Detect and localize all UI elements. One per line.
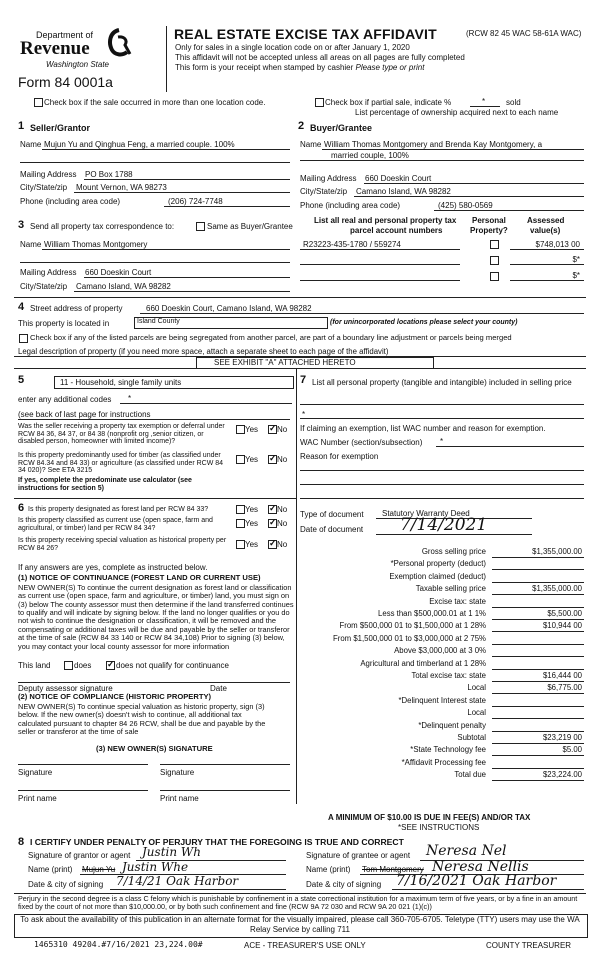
seller-city[interactable]: Mount Vernon, WA 98273: [76, 183, 167, 192]
calc-row-label: *Affidavit Processing fee: [401, 757, 486, 767]
notice-3-title: (3) NEW OWNER(S) SIGNATURE: [96, 744, 213, 753]
seller-phone-label: Phone (including area code): [20, 197, 121, 206]
multi-location-label: Check box if the sale occurred in more than one location code.: [44, 98, 266, 107]
tax-mail-label: Mailing Address: [20, 268, 77, 277]
buyer-mail-line: [364, 183, 584, 184]
located-label: This property is located in: [18, 319, 110, 328]
calc-row-label: Total due: [454, 770, 486, 780]
sec6-q1-yes[interactable]: [236, 505, 245, 514]
sec5-q2-no[interactable]: [268, 455, 277, 464]
partial-sale-checkbox[interactable]: [315, 98, 324, 107]
tax-city[interactable]: Camano Island, WA 98282: [76, 282, 171, 291]
doc-type-value[interactable]: Statutory Warranty Deed: [382, 509, 470, 518]
logo-line-3: Washington State: [46, 60, 110, 69]
section-5-number: 5: [18, 374, 25, 386]
assessed-row-1[interactable]: $748,013 00: [535, 240, 580, 249]
additional-codes-label: enter any additional codes: [18, 395, 112, 404]
grantor-signature[interactable]: Justin Wh: [142, 845, 201, 859]
new-owner-print-line-1: [18, 790, 148, 791]
sec5-q1-no-label: No: [277, 425, 288, 434]
doc-date-value[interactable]: 7/14/2021: [400, 515, 488, 535]
calc-row-label: Total excise tax: state: [411, 671, 486, 680]
sec6-q3-yes[interactable]: [236, 540, 245, 549]
county-treasurer-label: COUNTY TREASURER: [486, 941, 572, 950]
calc-row-label: *Delinquent Interest state: [398, 695, 486, 705]
wac-value[interactable]: *: [440, 437, 444, 446]
sec5-q1-yes-label: Yes: [245, 425, 259, 434]
personal-property-line-2: [300, 418, 584, 419]
sec6-q2-yes-label: Yes: [245, 519, 259, 528]
tax-mail-line: [84, 277, 290, 278]
multi-location-checkbox[interactable]: [34, 98, 43, 107]
grantor-name-label: Name (print): [28, 865, 73, 874]
buyer-phone-line: [434, 210, 584, 211]
partial-sale-label: Check box if partial sale, indicate %: [325, 98, 452, 107]
doc-date-label: Date of document: [300, 525, 364, 534]
tax-city-label: City/State/zip: [20, 282, 68, 291]
sec6-q1: Is this property designated as forest land per RCW 84 33?: [28, 506, 209, 513]
exemption-reason-label: Reason for exemption: [300, 452, 379, 461]
sec6-q2-yes[interactable]: [236, 519, 245, 528]
grantee-name-struck: Tom Montgomery: [362, 865, 424, 874]
personal-property-label: List all personal property (tangible and intangible) included in selling price: [312, 378, 572, 387]
seller-name[interactable]: Mujun Yu and Qinghua Feng, a married couple. 100%: [44, 140, 235, 149]
buyer-city-label: City/State/zip: [300, 187, 348, 196]
parcel-col-header: List all real and personal property tax: [314, 216, 457, 225]
buyer-name-line-2: [300, 160, 584, 161]
new-owner-sig-line-1: [18, 764, 148, 765]
calc-row-line: [492, 557, 584, 558]
grantee-signature[interactable]: Neresa Nel: [426, 843, 507, 859]
calc-row-label: Less than $500,000.01 at 1 1%: [378, 609, 486, 618]
calc-row-line: [492, 669, 584, 670]
tax-name-line-2: [20, 262, 290, 263]
calc-row-value[interactable]: $1,355,000.00: [532, 584, 582, 594]
calc-row-line: [492, 755, 584, 756]
section-6-number: 6: [18, 502, 25, 514]
new-owner-sig-line-2: [160, 764, 290, 765]
new-owner-sig-label-1: Signature: [18, 768, 53, 777]
sec6-q1-yes-label: Yes: [245, 505, 259, 514]
assessed-row-1-line: [510, 249, 584, 250]
located-note: (for unincorporated locations please select your county): [330, 319, 518, 326]
cashier-stamp: 1465310 49204.#7/16/2021 23,224.00#: [34, 940, 203, 949]
section-4-number: 4: [18, 301, 25, 313]
grantee-date-label: Date & city of signing: [306, 880, 382, 889]
calc-row-line: [492, 569, 584, 570]
use-code-value: 11 - Household, single family units: [60, 378, 182, 387]
column-divider: [296, 368, 297, 804]
calc-row-line: [492, 681, 584, 682]
street-address[interactable]: 660 Doeskin Court, Camano Island, WA 98282: [146, 304, 312, 313]
seller-name-line-2: [20, 162, 290, 163]
calc-row-label: Gross selling price: [421, 547, 486, 556]
certify-statement: I CERTIFY UNDER PENALTY OF PERJURY THAT THE FOREGOING IS TRUE AND CORRECT: [30, 837, 404, 847]
seller-heading: Seller/Grantor: [30, 123, 91, 133]
sec6-q3-no-label: No: [277, 540, 288, 549]
calc-row-label: Taxable selling price: [415, 584, 486, 594]
personal-checkbox-1[interactable]: [490, 240, 499, 249]
calc-row-label: Exemption claimed (deduct): [389, 571, 486, 581]
grantor-sig-label: Signature of grantor or agent: [28, 851, 131, 860]
buyer-mail[interactable]: 660 Doeskin Court: [365, 174, 432, 183]
calc-row-value[interactable]: $5.00: [562, 745, 582, 755]
buyer-name-label: Name: [300, 140, 322, 149]
grantor-date[interactable]: 7/14/21 Oak Harbor: [116, 874, 239, 888]
grantee-sig-label: Signature of grantee or agent: [306, 851, 411, 860]
seller-mail[interactable]: PO Box 1788: [85, 170, 133, 179]
minimum-note: A MINIMUM OF $10.00 IS DUE IN FEE(S) AND/OR TAX: [328, 813, 531, 822]
assessed-col-header: Assessed: [527, 216, 565, 225]
personal-col-header-2: Property?: [470, 226, 508, 235]
calc-row-label: *Personal property (deduct): [390, 559, 486, 569]
grantee-date-line: [392, 889, 584, 890]
grantee-date[interactable]: 7/16/2021 Oak Harbor: [396, 873, 557, 889]
calc-row-line: [492, 619, 584, 620]
divider-4: [14, 297, 586, 298]
deputy-line: [18, 682, 290, 683]
county-value: Island County: [137, 318, 180, 325]
sec6-q2-no-label: No: [277, 519, 288, 528]
logo-line-2: Revenue: [20, 38, 90, 59]
calc-row-line: [492, 582, 584, 583]
seller-phone-line: [164, 206, 290, 207]
partial-sale-value: *: [482, 97, 486, 106]
same-as-buyer-checkbox[interactable]: [196, 222, 205, 231]
sec5-q1: Was the seller receiving a property tax exemption or deferral under RCW 84 36, 84 37, or 84 38 (nonprofit org ,senior citizen, or disabled person, homeowner with limited income)?: [18, 423, 225, 446]
does-not-checkbox[interactable]: [106, 661, 115, 670]
header-sub-3: This form is your receipt when stamped by cashier Please type or print: [175, 63, 425, 72]
assessed-row-2-line: [510, 264, 584, 265]
seller-mail-label: Mailing Address: [20, 170, 77, 179]
calc-row-value[interactable]: $23,219 00: [542, 733, 582, 742]
new-owner-sig-label-2: Signature: [160, 768, 195, 777]
calc-row-line: [492, 631, 584, 632]
parcel-row-1[interactable]: R23223-435-1780 / 559274: [303, 240, 401, 249]
partial-sold-label: sold: [506, 98, 521, 107]
dor-logo-icon: [106, 28, 132, 58]
assessed-row-3-line: [510, 280, 584, 281]
grantee-name[interactable]: Neresa Nellis: [432, 859, 529, 875]
does-checkbox[interactable]: [64, 661, 73, 670]
tax-city-line: [74, 291, 290, 292]
seller-phone[interactable]: (206) 724-7748: [168, 197, 223, 206]
reason-line-3: [300, 498, 584, 499]
buyer-phone-label: Phone (including area code): [300, 201, 401, 210]
new-owner-print-label-2: Print name: [160, 794, 199, 803]
form-title: REAL ESTATE EXCISE TAX AFFIDAVIT: [174, 26, 437, 42]
see-instructions: *SEE INSTRUCTIONS: [398, 823, 480, 832]
buyer-city-line: [354, 196, 584, 197]
section-1-number: 1: [18, 120, 25, 132]
personal-checkbox-3[interactable]: [490, 272, 499, 281]
wac-label: WAC Number (section/subsection): [300, 438, 423, 447]
calc-row-label: Above $3,000,000 at 3 0%: [394, 646, 486, 656]
buyer-name-line: [322, 149, 584, 150]
assessed-row-3[interactable]: $*: [572, 271, 580, 280]
divider-6: [14, 498, 296, 499]
grantor-name[interactable]: Justin Whe: [122, 860, 189, 874]
sec5-q1-no[interactable]: [268, 425, 277, 434]
calc-row-line: [492, 594, 584, 595]
seller-name-label: Name: [20, 140, 42, 149]
reason-line-1: [300, 470, 584, 471]
legal-label: Legal description of property (if you need more space, attach a separate sheet to each page of the affidavit): [18, 347, 389, 356]
sec6-q2-no[interactable]: [268, 519, 277, 528]
calc-row-value[interactable]: $6,775.00: [547, 683, 582, 693]
grantee-name-label: Name (print): [306, 865, 351, 874]
treasurer-use-label: ACE - TREASURER'S USE ONLY: [244, 941, 366, 950]
additional-codes-line: [120, 403, 292, 404]
parcel-row-1-line: [300, 249, 460, 250]
section-7-number: 7: [300, 374, 307, 386]
calc-row-label: From $1,500,000 01 to $3,000,000 at 2 75%: [332, 633, 486, 643]
calc-row-label: *State Technology fee: [410, 745, 486, 755]
calc-row-value[interactable]: $10,944 00: [542, 621, 582, 631]
calc-row-line: [492, 718, 584, 719]
deputy-label: Deputy assessor signature: [18, 684, 113, 693]
buyer-city[interactable]: Camano Island, WA 98282: [356, 187, 451, 196]
tax-name-label: Name: [20, 240, 42, 249]
parcel-row-2-line: [300, 264, 460, 265]
personal-checkbox-2[interactable]: [490, 256, 499, 265]
sec6-q2: Is this property classified as current use (open space, farm and agricultural, or timber) land per RCW 84 34?: [18, 517, 213, 532]
grantor-date-line: [110, 889, 286, 890]
calc-row-label: Local: [467, 708, 486, 718]
parcel-row-3-line: [300, 280, 460, 281]
calc-row-line: [492, 768, 584, 769]
personal-col-header: Personal: [472, 216, 506, 225]
new-owner-print-line-2: [160, 790, 290, 791]
calc-row-label: Local: [467, 683, 486, 693]
personal-property-line-1: [300, 404, 584, 405]
perjury-notice: Perjury in the second degree is a class C felony which is punishable by confinement in a state correctional institution for a maximum term of five years, or by a fine in an amount fixed by the court of not more than $10,000.00, or by both such confinement and fine (RCW 9A 72 030 and RCW 9A 20 021 (1)(c)): [18, 894, 578, 912]
street-label: Street address of property: [30, 304, 123, 313]
does-not-label: does not qualify for continuance: [116, 661, 229, 670]
deputy-date-label: Date: [210, 684, 227, 693]
calc-row-line: [492, 693, 584, 694]
form-title-ref: (RCW 82 45 WAC 58-61A WAC): [466, 29, 582, 38]
calc-row-value[interactable]: $16,444 00: [542, 671, 582, 680]
partial-note: List percentage of ownership acquired next to each name: [355, 108, 559, 117]
calc-row-line: [492, 644, 584, 645]
calc-row-label: Agricultural and timberland at 1 28%: [360, 658, 486, 668]
buyer-phone[interactable]: (425) 580-0569: [438, 201, 493, 210]
doc-date-line: [376, 534, 532, 535]
calc-row-line: [492, 607, 584, 608]
calc-row-value[interactable]: $23,224.00: [542, 770, 582, 780]
sec5-q1-yes[interactable]: [236, 425, 245, 434]
notice-1-body: NEW OWNER(S) To continue the current designation as forest land or classification as current use (open space, farm and agriculture, or timber) land, you must sign on (3) below The county assessor must then determine if the land transferred continues to qualify and will indicate by signing below. If the land no longer qualifies or you do not wish to continue the designation or classification, it will be removed and the compensating or additional taxes will be due and payable by the seller or transferor at the time of sale (RCW 84 33 140 or RCW 84 34,108) Prior to signing (3) below, you may contact your local county assessor for more information: [18, 583, 294, 651]
notice-2-title: (2) NOTICE OF COMPLIANCE (HISTORIC PROPERTY): [18, 692, 212, 701]
calc-row-label: Excise tax: state: [429, 596, 486, 606]
segregated-checkbox[interactable]: [19, 334, 28, 343]
sec6-q3-no[interactable]: [268, 540, 277, 549]
tax-corr-label: Send all property tax correspondence to:: [30, 222, 175, 231]
section-2-number: 2: [298, 120, 305, 132]
legal-value: SEE EXHIBIT "A" ATTACHED HERETO: [214, 358, 356, 367]
notice-1-title: (1) NOTICE OF CONTINUANCE (FOREST LAND OR CURRENT USE): [18, 573, 261, 582]
grantor-date-label: Date & city of signing: [28, 880, 104, 889]
sec6-q3-yes-label: Yes: [245, 540, 259, 549]
calc-row-value[interactable]: $5,500.00: [547, 609, 582, 618]
tax-name[interactable]: William Thomas Montgomery: [44, 240, 148, 249]
calc-row-label: From $500,000 01 to $1,500,000 at 1 28%: [339, 621, 486, 631]
accessibility-note: To ask about the availability of this publication in an alternate format for the visually impaired, please call 360-705-6705. Teletype (TTY) users may use the WA Relay Service by calling 711: [20, 915, 580, 934]
doc-type-label: Type of document: [300, 510, 364, 519]
buyer-mail-label: Mailing Address: [300, 174, 357, 183]
calc-row-value[interactable]: $1,355,000.00: [532, 547, 582, 556]
sec5-q2-yes-label: Yes: [245, 455, 259, 464]
sec5-q2: Is this property predominantly used for timber (as classified under RCW 84.34 and 84 33) or agriculture (as classified under RCW 84 34 020)? See ETA 3215: [18, 452, 224, 475]
notice-2-body: NEW OWNER(S) To continue special valuation as historic property, sign (3) below. If the new owner(s) doesn't wish to continue, all additional tax calculated pursuant to chapter 84 26 RCW, shall be due and payable by the seller or transferor at the time of sale: [18, 702, 266, 737]
calc-row-line: [492, 780, 584, 781]
tax-mail[interactable]: 660 Doeskin Court: [85, 268, 152, 277]
personal-property-value[interactable]: *: [302, 410, 306, 419]
assessed-col-header-2: value(s): [530, 226, 561, 235]
header-sub-1: Only for sales in a single location code on or after January 1, 2020: [175, 43, 410, 52]
calc-row-line: [492, 706, 584, 707]
grantor-name-struck: Mujun Yu: [82, 865, 116, 874]
calc-row-line: [492, 656, 584, 657]
buyer-name-1[interactable]: William Thomas Montgomery and Brenda Kay Montgomery, a: [324, 140, 543, 149]
seller-city-line: [74, 192, 290, 193]
sec5-q2-yes[interactable]: [236, 455, 245, 464]
this-land-label: This land: [18, 661, 51, 670]
segregated-label: Check box if any of the listed parcels are being segregated from another parcel, are part of a boundary line adjustment or parcels being merged: [30, 333, 512, 342]
seller-name-line: [42, 149, 290, 150]
sec5-q2b: If yes, complete the predominate use calculator (see instructions for section 5): [18, 477, 192, 492]
tax-name-line: [42, 249, 290, 250]
if-yes-note: If any answers are yes, complete as instructed below.: [18, 563, 208, 572]
logo-line-1: Department of: [36, 30, 94, 40]
exemption-label: If claiming an exemption, list WAC number and reason for exemption.: [300, 424, 546, 433]
section-8-number: 8: [18, 836, 25, 848]
parcel-col-header-2: parcel account numbers: [350, 226, 443, 235]
seller-city-label: City/State/zip: [20, 183, 68, 192]
calc-row-label: *Delinquent penalty: [418, 720, 486, 730]
buyer-heading: Buyer/Grantee: [310, 123, 373, 133]
section-3-number: 3: [18, 219, 25, 231]
reason-line-2: [300, 484, 584, 485]
divider-5: [14, 368, 586, 369]
calc-row-line: [492, 731, 584, 732]
additional-codes-value[interactable]: *: [128, 394, 132, 403]
calc-row-line: [492, 743, 584, 744]
same-as-buyer-label: Same as Buyer/Grantee: [207, 222, 293, 231]
sec6-q3: Is this property receiving special valuation as historical property per RCW 84 26?: [18, 537, 227, 552]
sec6-q1-no-label: No: [277, 505, 288, 514]
header-sub-2: This affidavit will not be accepted unless all areas on all pages are fully completed: [175, 53, 465, 62]
buyer-name-2[interactable]: married couple, 100%: [331, 151, 409, 160]
form-number: Form 84 0001a: [18, 74, 113, 90]
see-back-label: (see back of last page for instructions: [18, 410, 151, 419]
assessed-row-2[interactable]: $*: [572, 255, 580, 264]
does-label: does: [74, 661, 92, 670]
see-back-line: [18, 419, 290, 420]
wac-line: [436, 446, 584, 447]
header-divider: [166, 26, 167, 92]
calc-row-label: Subtotal: [457, 733, 486, 742]
seller-mail-line: [84, 179, 290, 180]
street-line: [140, 313, 584, 314]
new-owner-print-label-1: Print name: [18, 794, 57, 803]
sec5-q2-no-label: No: [277, 455, 288, 464]
sec6-q1-no[interactable]: [268, 505, 277, 514]
